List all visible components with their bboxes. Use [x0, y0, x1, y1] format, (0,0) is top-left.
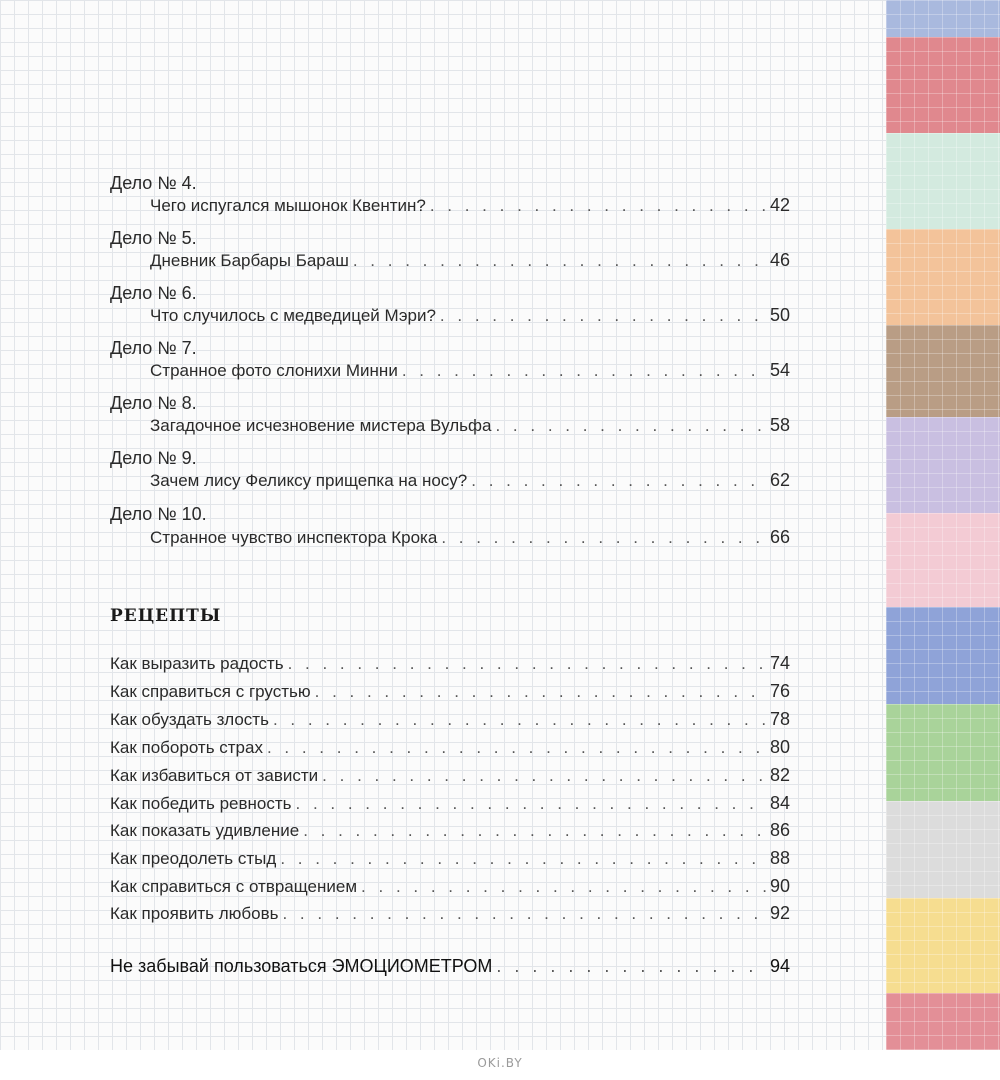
- toc-page-number: 66: [769, 527, 790, 547]
- toc-entry[interactable]: [150, 469, 790, 492]
- toc-entry-label: Зачем лису Феликсу прищепка на носу?: [150, 471, 468, 490]
- recipe-label: Как выразить радость: [110, 654, 284, 673]
- case-title: Дело № 5.: [110, 228, 197, 248]
- toc-entry[interactable]: [150, 359, 790, 382]
- toc-entry-label: Что случилось с медведицей Мэри?: [150, 306, 436, 325]
- recipe-entry[interactable]: [110, 708, 790, 731]
- case-title: Дело № 9.: [110, 448, 197, 468]
- toc-page-number: 58: [769, 415, 790, 435]
- color-tab: [886, 898, 1000, 993]
- leader-dots: [267, 737, 766, 759]
- leader-dots: [282, 903, 765, 925]
- case-title: Дело № 7.: [110, 338, 197, 358]
- toc-page-number: 42: [769, 195, 790, 215]
- color-tab: [886, 0, 1000, 37]
- toc-entry[interactable]: [150, 414, 790, 437]
- recipe-label: Как справиться с грустью: [110, 682, 311, 701]
- recipe-label: Как избавиться от зависти: [110, 766, 319, 785]
- toc-page-number: 76: [769, 681, 790, 701]
- leader-dots: [471, 470, 766, 492]
- toc-entry-label: Чего испугался мышонок Квентин?: [150, 196, 426, 215]
- case-title: Дело № 6.: [110, 283, 197, 303]
- leader-dots: [322, 765, 766, 787]
- toc-page-number: 88: [769, 848, 790, 868]
- color-tab: [886, 37, 1000, 133]
- recipe-label: Как преодолеть стыд: [110, 849, 277, 868]
- color-tab: [886, 325, 1000, 417]
- toc-entry[interactable]: [150, 304, 790, 327]
- toc-page-number: 86: [769, 820, 790, 840]
- toc-page-number: 92: [769, 903, 790, 923]
- emotiometer-label: Не забывай пользоваться ЭМОЦИОМЕТРОМ: [110, 956, 493, 976]
- leader-dots: [441, 527, 766, 549]
- toc-entry-label: Странное фото слонихи Минни: [150, 361, 398, 380]
- recipe-entry[interactable]: [110, 819, 790, 842]
- recipe-label: Как побороть страх: [110, 738, 263, 757]
- case-title: Дело № 10.: [110, 504, 207, 524]
- recipe-entry[interactable]: [110, 680, 790, 703]
- leader-dots: [402, 360, 766, 382]
- toc-page-number: 46: [769, 250, 790, 270]
- toc-entry[interactable]: [150, 249, 790, 272]
- leader-dots: [273, 709, 766, 731]
- toc-entry-label: Странное чувство инспектора Крока: [150, 528, 438, 547]
- color-tab: [886, 993, 1000, 1050]
- recipe-label: Как победить ревность: [110, 794, 292, 813]
- site-watermark: OKi.BY: [477, 1056, 523, 1070]
- recipe-entry[interactable]: [110, 736, 790, 759]
- leader-dots: [495, 415, 765, 437]
- recipe-label: Как справиться с отвращением: [110, 877, 358, 896]
- leader-dots: [361, 876, 766, 898]
- recipe-entry[interactable]: [110, 764, 790, 787]
- recipe-entry[interactable]: [110, 792, 790, 815]
- recipe-entry[interactable]: [110, 652, 790, 675]
- recipes-heading: РЕЦЕПТЫ: [110, 606, 222, 626]
- leader-dots: [303, 820, 766, 842]
- toc-entry[interactable]: [150, 194, 790, 217]
- color-tabs-strip: [886, 0, 1000, 1050]
- color-tab: [886, 229, 1000, 325]
- toc-page-number: 80: [769, 737, 790, 757]
- toc-page-number: 82: [769, 765, 790, 785]
- leader-dots: [280, 848, 766, 870]
- leader-dots: [496, 955, 766, 977]
- case-title: Дело № 4.: [110, 173, 197, 193]
- toc-entry[interactable]: [150, 526, 790, 549]
- toc-page-number: 84: [769, 793, 790, 813]
- recipe-entry[interactable]: [110, 902, 790, 925]
- color-tab: [886, 801, 1000, 898]
- toc-entry-label: Дневник Барбары Бараш: [150, 251, 349, 270]
- recipe-entry[interactable]: [110, 875, 790, 898]
- emotiometer-entry[interactable]: [110, 955, 790, 977]
- toc-page-number: 90: [769, 876, 790, 896]
- toc-page-number: 74: [769, 653, 790, 673]
- leader-dots: [296, 793, 766, 815]
- leader-dots: [353, 250, 766, 272]
- leader-dots: [288, 653, 766, 675]
- toc-page-number: 50: [769, 305, 790, 325]
- color-tab: [886, 607, 1000, 704]
- leader-dots: [430, 195, 766, 217]
- recipe-entry[interactable]: [110, 847, 790, 870]
- toc-page-number: 54: [769, 360, 790, 380]
- color-tab: [886, 704, 1000, 801]
- color-tab: [886, 133, 1000, 229]
- recipe-label: Как обуздать злость: [110, 710, 269, 729]
- recipe-label: Как показать удивление: [110, 821, 300, 840]
- toc-page-number: 94: [769, 956, 790, 976]
- toc-page-number: 62: [769, 470, 790, 490]
- color-tab: [886, 417, 1000, 513]
- leader-dots: [440, 305, 766, 327]
- leader-dots: [315, 681, 766, 703]
- recipe-label: Как проявить любовь: [110, 904, 279, 923]
- case-title: Дело № 8.: [110, 393, 197, 413]
- toc-entry-label: Загадочное исчезновение мистера Вульфа: [150, 416, 492, 435]
- toc-page-number: 78: [769, 709, 790, 729]
- color-tab: [886, 513, 1000, 607]
